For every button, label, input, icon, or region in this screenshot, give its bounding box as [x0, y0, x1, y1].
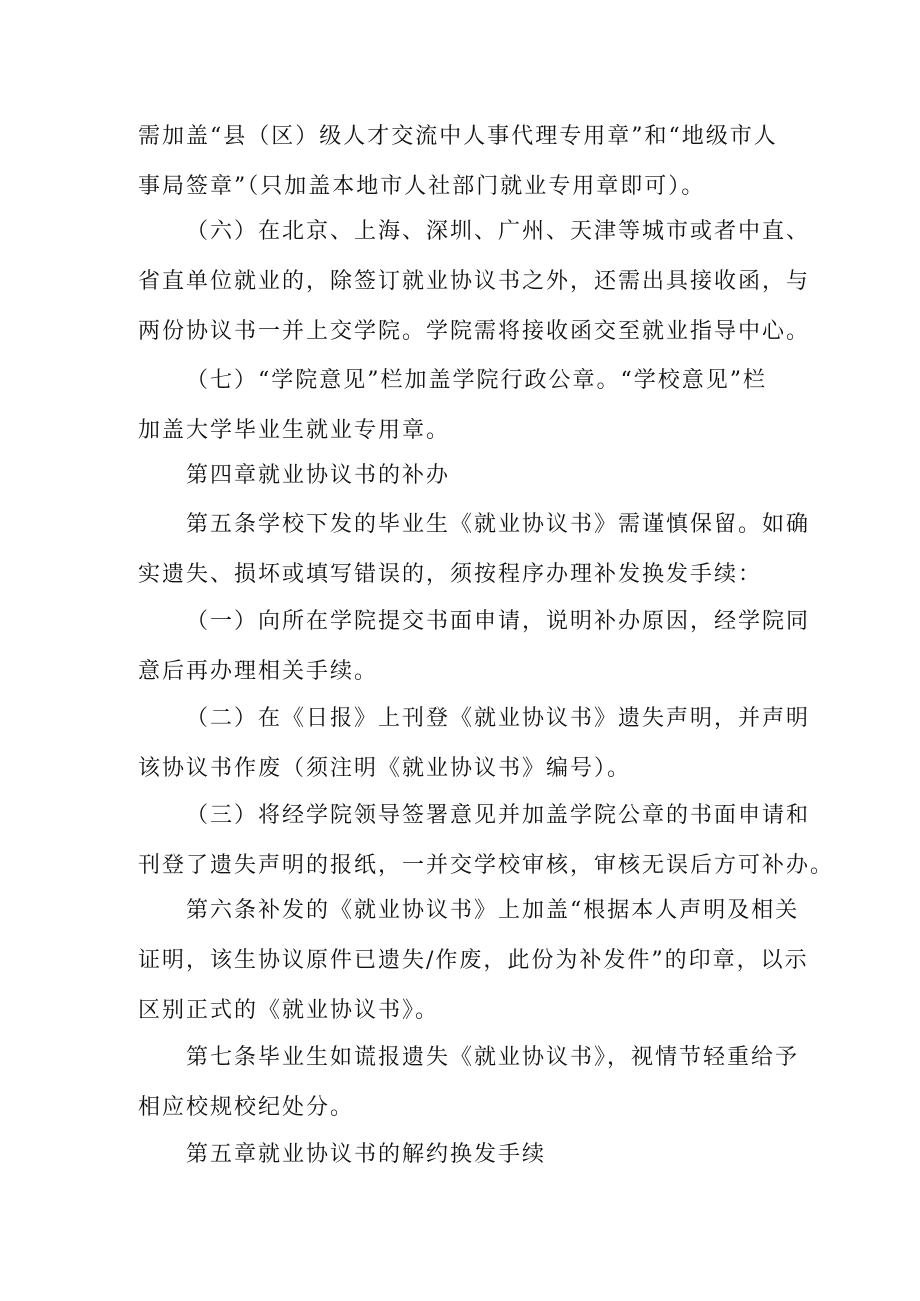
text-line: 加盖大学毕业生就业专用章。 [138, 418, 451, 443]
paragraph-article-7 [138, 1033, 800, 1133]
text-line: （二）在《日报》上刊登《就业协议书》遗失声明，并声明 [186, 706, 811, 731]
text-line: 相应校规校纪处分。 [138, 1095, 355, 1120]
text-line: 该协议书作废（须注明《就业协议书》编号）。 [138, 756, 632, 781]
paragraph-continuation [138, 112, 790, 212]
paragraph-item-3 [138, 791, 835, 891]
text-line: 第七条毕业生如谎报遗失《就业协议书》，视情节轻重给予 [186, 1045, 800, 1070]
text-line: （七）“学院意见”栏加盖学院行政公章。“学校意见”栏 [186, 368, 767, 393]
text-line: 区别正式的《就业协议书》。 [138, 998, 440, 1023]
paragraph-article-5 [138, 500, 811, 600]
paragraph-item-2 [138, 694, 811, 794]
text-line: 省直单位就业的，除签订就业协议书之外，还需出具接收函，与 [138, 269, 811, 294]
paragraph-article-6 [138, 886, 809, 1036]
paragraph-item-6 [138, 207, 811, 357]
text-line: 事局签章”（只加盖本地市人社部门就业专用章即可）。 [138, 174, 706, 199]
text-line: 第五条学校下发的毕业生《就业协议书》需谨慎保留。如确 [186, 512, 811, 537]
text-line: 证明，该生协议原件已遗失/作废，此份为补发件”的印章，以示 [138, 948, 809, 973]
text-line: 需加盖“县（区）级人才交流中人事代理专用章”和“地级市人 [138, 124, 778, 149]
paragraph-item-7 [138, 356, 790, 456]
text-line: 第六条补发的《就业协议书》上加盖“根据本人声明及相关 [186, 898, 800, 923]
paragraph-item-1 [138, 597, 811, 697]
chapter-heading-5 [138, 1130, 790, 1180]
chapter-heading-4 [138, 451, 790, 501]
text-line: 实遗失、损坏或填写错误的，须按程序办理补发换发手续： [138, 562, 763, 587]
text-line: 意后再办理相关手续。 [138, 659, 379, 684]
text-line: （六）在北京、上海、深圳、广州、天津等城市或者中直、 [186, 219, 811, 244]
text-line: 两份协议书一并上交学院。学院需将接收函交至就业指导中心。 [138, 319, 811, 344]
text-line: （一）向所在学院提交书面申请，说明补办原因，经学院同 [186, 609, 811, 634]
text-line: 第四章就业协议书的补办 [186, 463, 451, 488]
text-line: 第五章就业协议书的解约换发手续 [186, 1142, 547, 1167]
text-line: 刊登了遗失声明的报纸，一并交学校审核，审核无误后方可补办。 [138, 853, 835, 878]
text-line: （三）将经学院领导签署意见并加盖学院公章的书面申请和 [186, 803, 811, 828]
